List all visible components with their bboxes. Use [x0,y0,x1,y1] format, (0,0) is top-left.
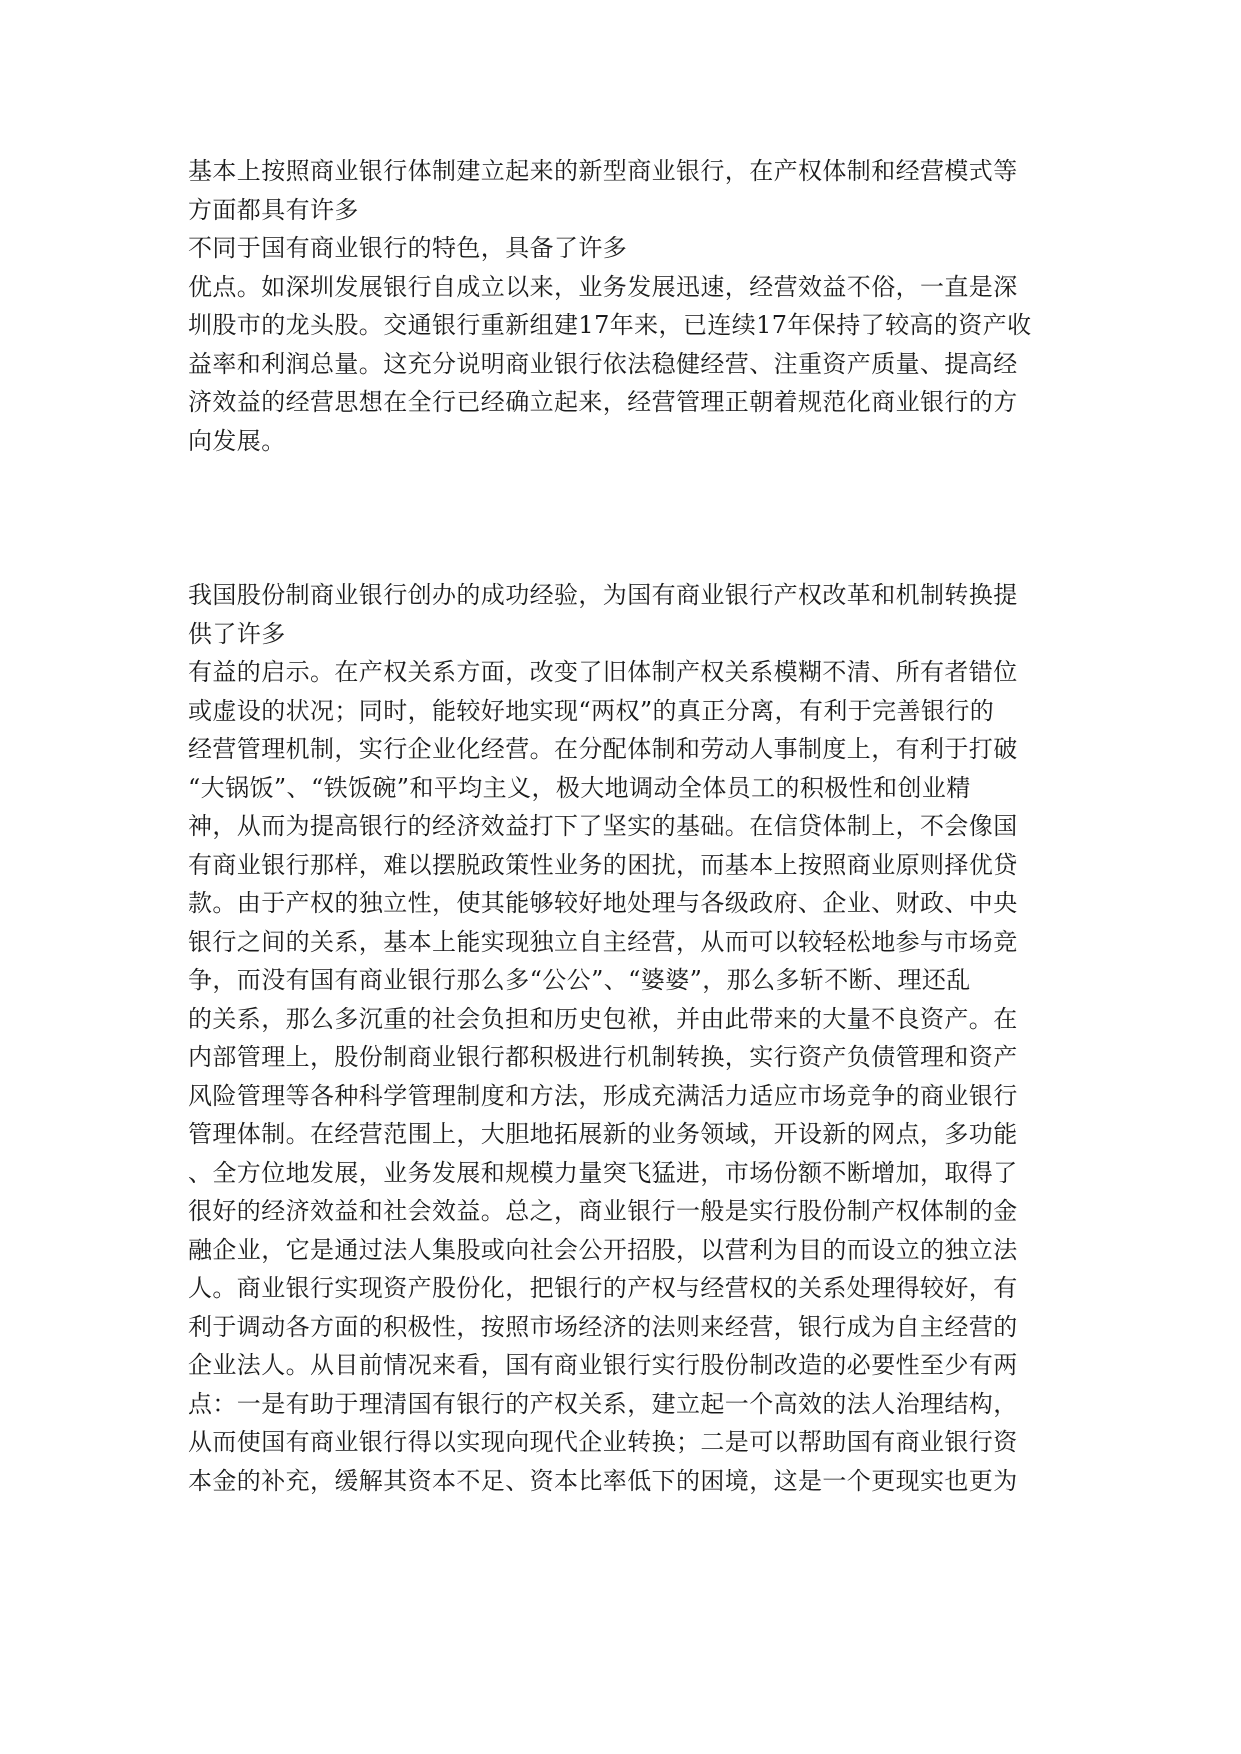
document-page [188,152,1054,1500]
text-line: 的关系，那么多沉重的社会负担和历史包袱，并由此带来的大量不良资产。在 [188,1004,1018,1033]
text-line: 、全方位地发展，业务发展和规模力量突飞猛进，市场份额不断增加，取得了 [188,1158,1018,1187]
text-line: 银行之间的关系，基本上能实现独立自主经营，从而可以较轻松地参与市场竞 [188,927,1018,956]
text-line: 供了许多 [188,619,286,648]
text-line: 很好的经济效益和社会效益。总之，商业银行一般是实行股份制产权体制的金 [188,1197,1018,1225]
text-line: 我国股份制商业银行创办的成功经验，为国有商业银行产权改革和机制转换提 [188,581,1018,609]
text-line: 神，从而为提高银行的经济效益打下了坚实的基础。在信贷体制上，不会像国 [188,812,1018,840]
paragraph-2 [188,576,1054,1500]
text-line: 管理体制。在经营范围上，大胆地拓展新的业务领域，开设新的网点，多功能 [188,1120,1018,1148]
text-line: 风险管理等各种科学管理制度和方法，形成充满活力适应市场竞争的商业银行 [188,1081,1018,1110]
text-line: 融企业，它是通过法人集股或向社会公开招股，以营利为目的而设立的独立法 [188,1235,1018,1264]
paragraph-1 [188,152,1054,460]
text-line: 企业法人。从目前情况来看，国有商业银行实行股份制改造的必要性至少有两 [188,1351,1018,1379]
text-line: 经营管理机制，实行企业化经营。在分配体制和劳动人事制度上，有利于打破 [188,735,1018,763]
text-line: 点：一是有助于理清国有银行的产权关系，建立起一个高效的法人治理结构， [188,1389,1018,1418]
text-line: 或虚设的状况；同时，能较好地实现“两权”的真正分离，有利于完善银行的 [188,696,995,725]
text-line: 济效益的经营思想在全行已经确立起来，经营管理正朝着规范化商业银行的方 [188,388,1018,416]
text-line: 有益的启示。在产权关系方面，改变了旧体制产权关系模糊不清、所有者错位 [188,658,1018,686]
paragraph-spacer [188,460,1054,576]
text-line: 基本上按照商业银行体制建立起来的新型商业银行，在产权体制和经营模式等 [188,157,1018,185]
text-line: 款。由于产权的独立性，使其能够较好地处理与各级政府、企业、财政、中央 [188,889,1018,917]
text-line: 益率和利润总量。这充分说明商业银行依法稳健经营、注重资产质量、提高经 [188,349,1018,378]
text-line: 向发展。 [188,426,286,455]
text-line: 圳股市的龙头股。交通银行重新组建17年来，已连续17年保持了较高的资产收 [188,311,1032,339]
text-line: 从而使国有商业银行得以实现向现代企业转换；二是可以帮助国有商业银行资 [188,1428,1018,1456]
text-line: 内部管理上，股份制商业银行都积极进行机制转换，实行资产负债管理和资产 [188,1043,1018,1071]
text-line: 本金的补充，缓解其资本不足、资本比率低下的困境，这是一个更现实也更为 [188,1466,1018,1495]
text-line: 不同于国有商业银行的特色，具备了许多 [188,234,628,262]
text-line: 争，而没有国有商业银行那么多“公公”、“婆婆”，那么多斩不断、理还乱 [188,966,971,994]
text-line: 有商业银行那样，难以摆脱政策性业务的困扰，而基本上按照商业原则择优贷 [188,850,1018,879]
text-line: 利于调动各方面的积极性，按照市场经济的法则来经营，银行成为自主经营的 [188,1312,1018,1341]
text-line: 方面都具有许多 [188,195,359,224]
text-line: “大锅饭”、“铁饭碗”和平均主义，极大地调动全体员工的积极性和创业精 [188,773,971,802]
text-line: 人。商业银行实现资产股份化，把银行的产权与经营权的关系处理得较好，有 [188,1274,1018,1302]
text-line: 优点。如深圳发展银行自成立以来，业务发展迅速，经营效益不俗，一直是深 [188,272,1018,301]
